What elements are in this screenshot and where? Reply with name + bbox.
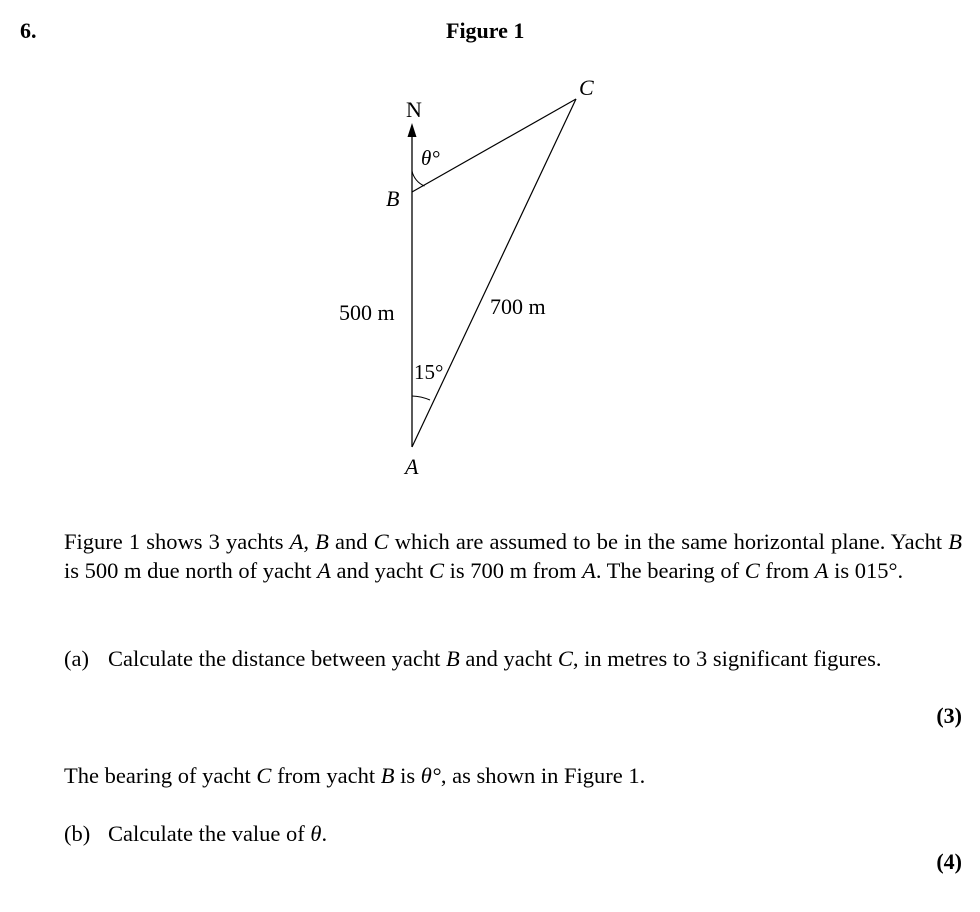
part-a-text: Calculate the distance between yacht B and yacht C, in metres to 3 significant figures.: [108, 646, 882, 671]
point-c-label: C: [579, 75, 594, 100]
part-b-marks: (4): [936, 849, 962, 874]
north-arrow-icon: [408, 123, 417, 137]
side-ab-label: 500 m: [339, 300, 395, 325]
point-a-label: A: [405, 454, 419, 479]
part-b-text: Calculate the value of θ.: [108, 821, 328, 846]
part-a: [64, 644, 962, 673]
figure-title: Figure 1: [446, 18, 525, 43]
side-ac-label: 700 m: [490, 294, 546, 319]
part-b-label: (b): [64, 821, 91, 846]
north-label: N: [406, 97, 422, 122]
intro-paragraph: Figure 1 shows 3 yachts A, B and C which are assumed to be in the same horizontal plane. Yacht B is 500 m due north of yacht A and yacht C is 700 m from A. The bearing of C from A is 015°.: [64, 529, 962, 583]
theta-label: θ°: [421, 146, 440, 170]
question-number: 6.: [20, 18, 37, 43]
part-a-label: (a): [64, 646, 89, 671]
bearing-sentence: The bearing of yacht C from yacht B is θ°, as shown in Figure 1.: [64, 763, 646, 788]
part-a-marks: (3): [936, 703, 962, 728]
theta-angle-arc: [412, 171, 425, 186]
angle-a-arc: [412, 396, 430, 400]
part-b: [64, 819, 962, 848]
angle-a-label: 15°: [414, 360, 444, 384]
point-b-label: B: [386, 186, 400, 211]
